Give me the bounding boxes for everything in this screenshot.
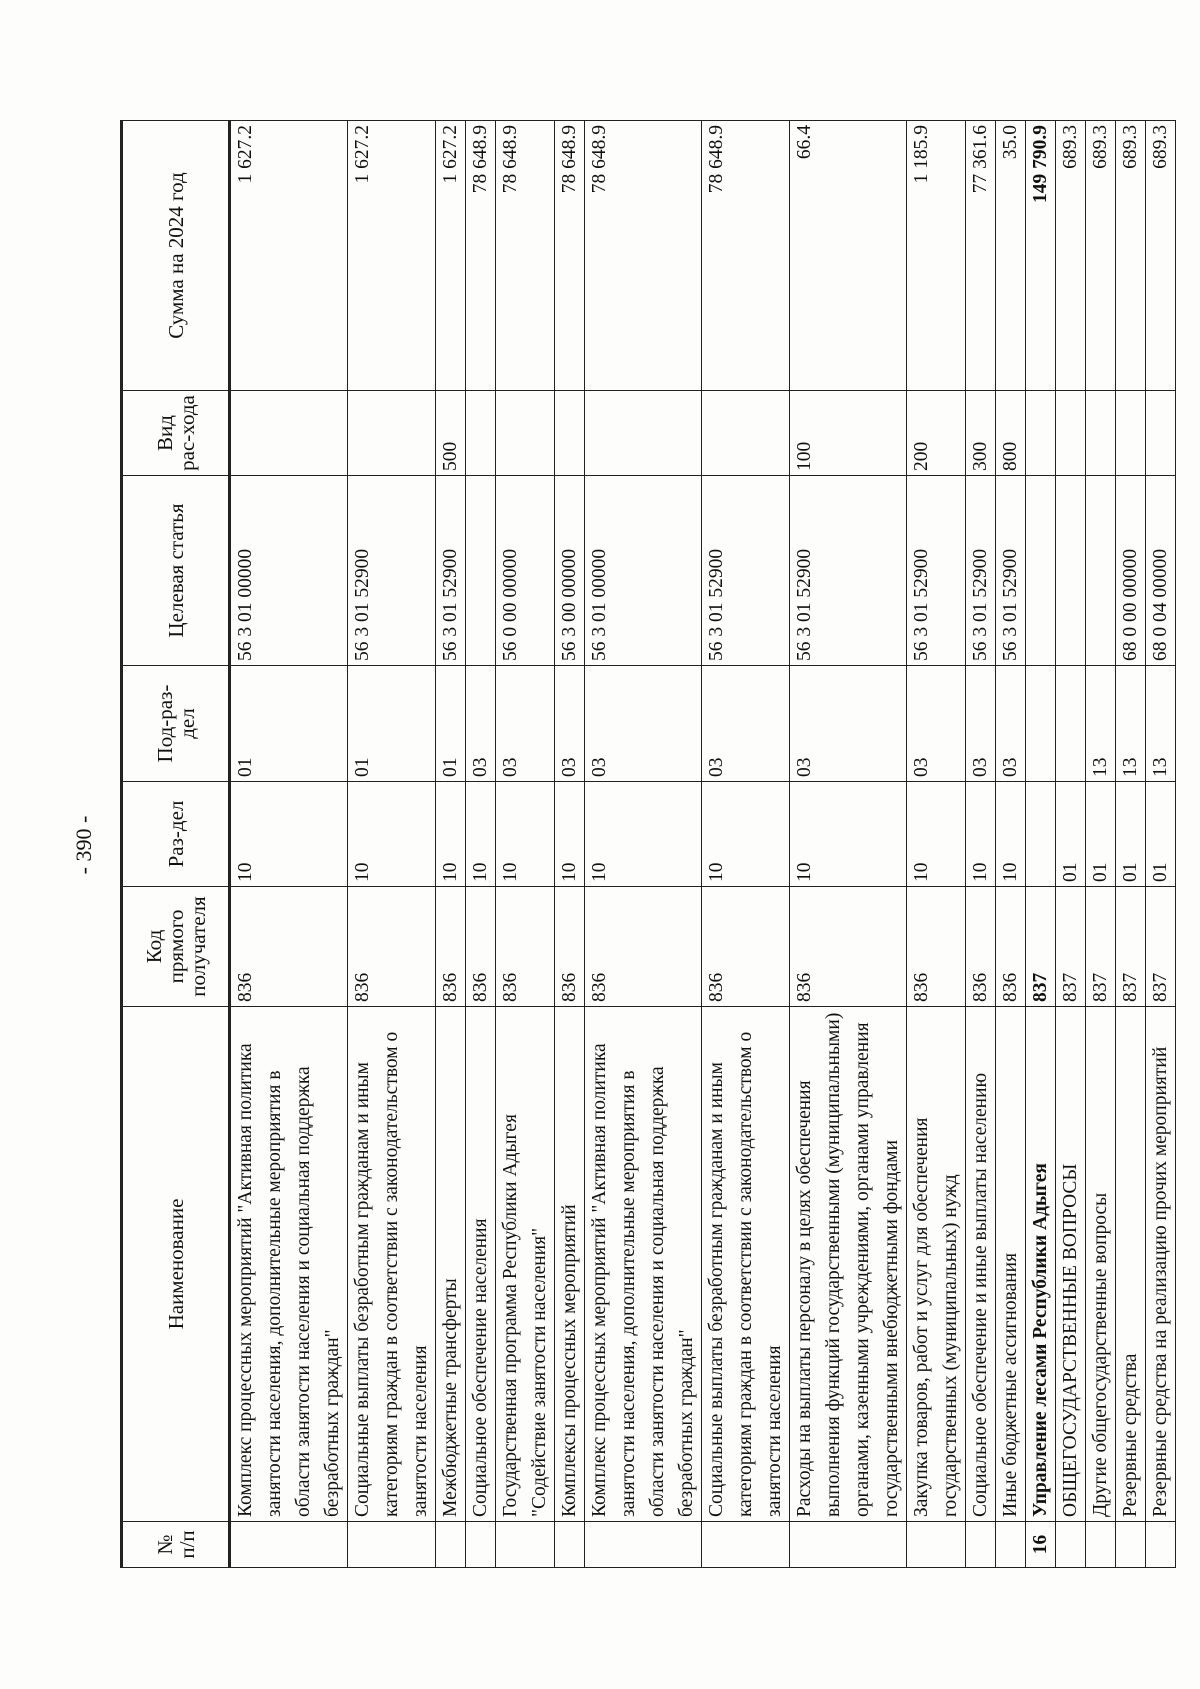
row-expense-type	[466, 391, 496, 476]
row-amount: 78 648.9	[555, 121, 585, 391]
row-recipient-code: 837	[1146, 887, 1176, 1007]
header-section: Раз-дел	[122, 782, 230, 887]
row-target-article: 56 3 00 00000	[555, 476, 585, 666]
row-expense-type: 300	[966, 391, 996, 476]
row-section: 10	[996, 782, 1026, 887]
table-header-row	[122, 121, 230, 1568]
row-target-article: 56 3 01 00000	[585, 476, 702, 666]
row-recipient-code: 836	[436, 887, 466, 1007]
row-num: 16	[1026, 1522, 1056, 1568]
table-row	[1086, 121, 1116, 1568]
row-target-article	[1086, 476, 1116, 666]
row-name: Иные бюджетные ассигнования	[996, 1007, 1026, 1522]
row-recipient-code: 836	[585, 887, 702, 1007]
table-row	[496, 121, 555, 1568]
table-row	[1146, 121, 1176, 1568]
row-expense-type	[1116, 391, 1146, 476]
row-subsection: 03	[585, 666, 702, 782]
row-section: 01	[1086, 782, 1116, 887]
row-expense-type	[702, 391, 790, 476]
row-expense-type	[1146, 391, 1176, 476]
row-recipient-code: 837	[1086, 887, 1116, 1007]
row-expense-type	[585, 391, 702, 476]
row-subsection: 13	[1116, 666, 1146, 782]
table-row	[436, 121, 466, 1568]
row-target-article: 56 3 01 52900	[907, 476, 966, 666]
row-target-article: 56 3 01 52900	[348, 476, 436, 666]
row-expense-type	[1086, 391, 1116, 476]
page-number: - 390 -	[71, 815, 96, 875]
row-name: Расходы на выплаты персоналу в целях обеспечения выполнения функций государственными (муниципальными) органами, казенными учреждениями, органами управления государственными внебюджетными фондами	[790, 1007, 907, 1522]
row-section	[1026, 782, 1056, 887]
row-amount: 689.3	[1116, 121, 1146, 391]
row-section: 01	[1056, 782, 1086, 887]
row-name: Социальные выплаты безработным гражданам и иным категориям граждан в соответствии с законодательством о занятости населения	[348, 1007, 436, 1522]
row-num	[966, 1522, 996, 1568]
row-subsection: 01	[348, 666, 436, 782]
row-num	[496, 1522, 555, 1568]
table-row	[348, 121, 436, 1568]
row-section: 10	[907, 782, 966, 887]
row-recipient-code: 836	[996, 887, 1026, 1007]
row-subsection: 03	[966, 666, 996, 782]
row-name: Межбюджетные трансферты	[436, 1007, 466, 1522]
row-section: 10	[702, 782, 790, 887]
row-recipient-code: 836	[555, 887, 585, 1007]
row-recipient-code: 837	[1116, 887, 1146, 1007]
table-row	[585, 121, 702, 1568]
row-amount: 78 648.9	[466, 121, 496, 391]
row-target-article	[1026, 476, 1056, 666]
row-num	[1056, 1522, 1086, 1568]
row-subsection: 03	[907, 666, 966, 782]
row-recipient-code: 836	[466, 887, 496, 1007]
table-row	[1026, 121, 1056, 1568]
row-num	[466, 1522, 496, 1568]
row-target-article: 56 3 01 52900	[966, 476, 996, 666]
row-subsection: 01	[436, 666, 466, 782]
row-num	[230, 1522, 348, 1568]
row-num	[702, 1522, 790, 1568]
row-name: Закупка товаров, работ и услуг для обеспечения государственных (муниципальных) нужд	[907, 1007, 966, 1522]
row-subsection: 03	[790, 666, 907, 782]
header-target: Целевая статья	[122, 476, 230, 666]
row-target-article: 68 0 00 00000	[1116, 476, 1146, 666]
row-expense-type	[1026, 391, 1056, 476]
table-row	[996, 121, 1026, 1568]
row-expense-type	[496, 391, 555, 476]
row-num	[1146, 1522, 1176, 1568]
row-subsection	[1056, 666, 1086, 782]
row-amount: 689.3	[1086, 121, 1116, 391]
row-num	[436, 1522, 466, 1568]
row-section: 10	[585, 782, 702, 887]
row-num	[1116, 1522, 1146, 1568]
row-section: 10	[790, 782, 907, 887]
table-row	[1056, 121, 1086, 1568]
row-expense-type	[230, 391, 348, 476]
row-target-article	[1056, 476, 1086, 666]
row-subsection: 03	[555, 666, 585, 782]
row-amount: 689.3	[1056, 121, 1086, 391]
row-target-article: 56 0 00 00000	[496, 476, 555, 666]
rotated-table-container	[120, 121, 1195, 1568]
budget-table	[120, 120, 1176, 1568]
row-amount: 66.4	[790, 121, 907, 391]
row-name: Комплекс процессных мероприятий "Активная политика занятости населения, дополнительные мероприятия в области занятости населения и социальная поддержка безработных граждан"	[230, 1007, 348, 1522]
row-num	[555, 1522, 585, 1568]
row-section: 10	[555, 782, 585, 887]
row-name: Резервные средства на реализацию прочих мероприятий	[1146, 1007, 1176, 1522]
header-num: № п/п	[122, 1522, 230, 1568]
row-section: 10	[436, 782, 466, 887]
row-recipient-code: 837	[1056, 887, 1086, 1007]
row-recipient-code: 837	[1026, 887, 1056, 1007]
row-section: 01	[1116, 782, 1146, 887]
row-name: Управление лесами Республики Адыгея	[1026, 1007, 1056, 1522]
row-amount: 35.0	[996, 121, 1026, 391]
header-expense-type: Вид рас-хода	[122, 391, 230, 476]
table-body	[230, 121, 1176, 1568]
row-name: Социальное обеспечение и иные выплаты населению	[966, 1007, 996, 1522]
row-subsection: 03	[996, 666, 1026, 782]
row-expense-type: 800	[996, 391, 1026, 476]
row-section: 10	[230, 782, 348, 887]
table-row	[555, 121, 585, 1568]
row-amount: 78 648.9	[585, 121, 702, 391]
row-recipient-code: 836	[907, 887, 966, 1007]
row-amount: 78 648.9	[702, 121, 790, 391]
row-section: 10	[466, 782, 496, 887]
row-num	[348, 1522, 436, 1568]
header-recipient: Код прямого получателя	[122, 887, 230, 1007]
header-name: Наименование	[122, 1007, 230, 1522]
row-target-article: 56 3 01 00000	[230, 476, 348, 666]
table-row	[1116, 121, 1146, 1568]
row-subsection	[1026, 666, 1056, 782]
row-subsection: 03	[702, 666, 790, 782]
row-recipient-code: 836	[702, 887, 790, 1007]
row-amount: 1 627.2	[230, 121, 348, 391]
row-num	[996, 1522, 1026, 1568]
row-name: Социальные выплаты безработным гражданам и иным категориям граждан в соответствии с законодательством о занятости населения	[702, 1007, 790, 1522]
row-name: ОБЩЕГОСУДАРСТВЕННЫЕ ВОПРОСЫ	[1056, 1007, 1086, 1522]
row-expense-type	[348, 391, 436, 476]
row-num	[790, 1522, 907, 1568]
row-section: 10	[496, 782, 555, 887]
row-section: 10	[348, 782, 436, 887]
row-subsection: 03	[496, 666, 555, 782]
row-target-article: 56 3 01 52900	[996, 476, 1026, 666]
row-amount: 1 627.2	[436, 121, 466, 391]
table-row	[907, 121, 966, 1568]
row-amount: 77 361.6	[966, 121, 996, 391]
row-expense-type: 200	[907, 391, 966, 476]
row-subsection: 13	[1146, 666, 1176, 782]
table-row	[466, 121, 496, 1568]
row-recipient-code: 836	[496, 887, 555, 1007]
row-target-article: 56 3 01 52900	[702, 476, 790, 666]
row-target-article: 56 3 01 52900	[790, 476, 907, 666]
row-name: Комплексы процессных мероприятий	[555, 1007, 585, 1522]
row-name: Комплекс процессных мероприятий "Активная политика занятости населения, дополнительные мероприятия в области занятости населения и социальная поддержка безработных граждан"	[585, 1007, 702, 1522]
row-expense-type	[1056, 391, 1086, 476]
row-amount: 1 627.2	[348, 121, 436, 391]
row-name: Государственная программа Республики Адыгея "Содействие занятости населения"	[496, 1007, 555, 1522]
row-expense-type: 100	[790, 391, 907, 476]
row-expense-type	[555, 391, 585, 476]
row-num	[585, 1522, 702, 1568]
row-recipient-code: 836	[966, 887, 996, 1007]
header-amount: Сумма на 2024 год	[122, 121, 230, 391]
table-row	[230, 121, 348, 1568]
row-amount: 1 185.9	[907, 121, 966, 391]
row-recipient-code: 836	[790, 887, 907, 1007]
row-subsection: 13	[1086, 666, 1116, 782]
table-row	[966, 121, 996, 1568]
row-amount: 689.3	[1146, 121, 1176, 391]
row-recipient-code: 836	[348, 887, 436, 1007]
row-name: Социальное обеспечение населения	[466, 1007, 496, 1522]
row-expense-type: 500	[436, 391, 466, 476]
row-section: 01	[1146, 782, 1176, 887]
row-section: 10	[966, 782, 996, 887]
row-name: Другие общегосударственные вопросы	[1086, 1007, 1116, 1522]
row-num	[1086, 1522, 1116, 1568]
row-name: Резервные средства	[1116, 1007, 1146, 1522]
row-amount: 149 790.9	[1026, 121, 1056, 391]
row-target-article: 68 0 04 00000	[1146, 476, 1176, 666]
row-target-article	[466, 476, 496, 666]
row-num	[907, 1522, 966, 1568]
table-row	[790, 121, 907, 1568]
row-target-article: 56 3 01 52900	[436, 476, 466, 666]
row-subsection: 03	[466, 666, 496, 782]
row-subsection: 01	[230, 666, 348, 782]
row-amount: 78 648.9	[496, 121, 555, 391]
table-row	[702, 121, 790, 1568]
header-subsection: Под-раз-дел	[122, 666, 230, 782]
row-recipient-code: 836	[230, 887, 348, 1007]
